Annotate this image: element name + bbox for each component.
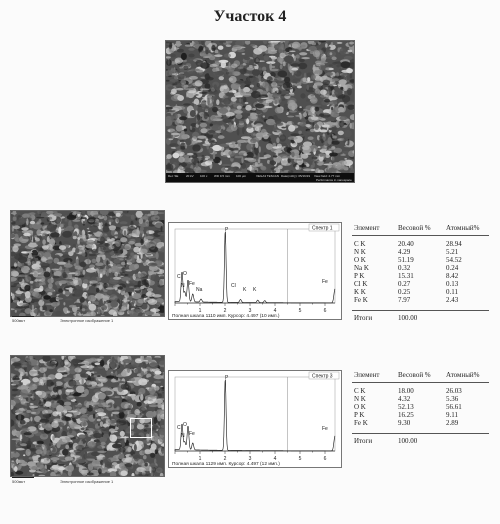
table-cell: 0.13 [446, 280, 459, 288]
table-row [352, 411, 489, 419]
plot-frame [175, 377, 335, 451]
peak-label: K [253, 287, 257, 293]
panel1-sem-image [10, 210, 165, 317]
table-cell: 9.11 [446, 411, 458, 419]
sem-bar-text: Performance in nanospace [316, 178, 352, 182]
table-cell: 15.31 [398, 272, 414, 280]
table-total-row [352, 311, 489, 323]
table-cell: 0.25 [398, 288, 411, 296]
table-cell: 54.52 [446, 256, 462, 264]
peak-label: Fe [322, 426, 328, 432]
x-tick-label: 4 [273, 456, 277, 462]
table-row [352, 403, 489, 411]
peak-label: N [181, 433, 185, 439]
scale-bar [12, 316, 34, 317]
table-cell: 51.19 [398, 256, 414, 264]
table-cell: 52.13 [398, 403, 414, 411]
table-row [352, 280, 489, 288]
table-cell: O K [354, 256, 366, 264]
spectrum-footer: Полная шкала 1110 имп. Курсор: 4.497 (10 имп.) [172, 314, 280, 319]
x-tick-label: 2 [223, 308, 227, 314]
peak-label: C [177, 425, 181, 431]
micrograph-texture [166, 41, 354, 173]
table-total-row [352, 434, 489, 446]
table-cell: 0.32 [398, 264, 411, 272]
table-cell: K K [354, 288, 366, 296]
spectrum-label: Спектр 1 [312, 225, 333, 232]
table-cell: 26.03 [446, 387, 462, 395]
x-tick-label: 2 [223, 456, 227, 462]
table-cell: 2.43 [446, 296, 459, 304]
table-cell: 4.29 [398, 248, 411, 256]
peak-label: K [243, 287, 247, 293]
x-tick-label: 3 [248, 456, 252, 462]
spectrum-label: Спектр 3 [312, 373, 333, 380]
table-row [352, 419, 489, 427]
table-header: Атомный% [443, 370, 489, 383]
table-cell: Итоги [352, 311, 395, 323]
table-cell: 16.25 [398, 411, 414, 419]
table-cell: 100.00 [395, 311, 443, 323]
micrograph-texture [11, 356, 164, 476]
table-row [352, 256, 489, 264]
sem-bar-text: 100 x [200, 174, 208, 178]
image-caption: Электронное изображение 1 [60, 479, 114, 484]
peak-label: C [177, 274, 181, 280]
peak-label: Fe [189, 431, 195, 437]
table-row [352, 395, 489, 403]
table-cell: Cl K [354, 280, 368, 288]
table-row [352, 272, 489, 280]
table-cell: Fe K [354, 419, 368, 427]
table-cell: N K [354, 248, 366, 256]
x-tick-label: 1 [198, 456, 202, 462]
table-cell: 56.61 [446, 403, 462, 411]
x-tick-label: 5 [298, 308, 302, 314]
table-cell: 5.21 [446, 248, 459, 256]
table-cell: P K [354, 411, 365, 419]
table-header: Весовой % [395, 223, 443, 236]
x-tick-label: 6 [323, 308, 327, 314]
table-cell: 18.00 [398, 387, 414, 395]
main-sem-image [165, 40, 355, 183]
sem-bar-text: 100 μm [236, 174, 247, 178]
peak-label: Fe [189, 281, 195, 287]
table-cell: N K [354, 395, 366, 403]
sem-bar-text: Det: SE [168, 174, 179, 178]
panel2-sem-image [10, 355, 165, 477]
table-cell: P K [354, 272, 365, 280]
table-row [352, 236, 489, 249]
table-cell: 28.94 [446, 240, 462, 248]
sem-bar-text: VEGA3 TESCAN [256, 174, 279, 178]
sem-bar-text: View field: 2.77 mm [314, 174, 341, 178]
table-header: Атомный% [443, 223, 489, 236]
peak-label: Na [196, 287, 203, 293]
panel1-composition-table [352, 223, 489, 322]
table-cell: 9.30 [398, 419, 411, 427]
table-cell: C K [354, 240, 366, 248]
table-cell: Fe K [354, 296, 368, 304]
panel2-spectrum [168, 370, 342, 468]
sem-bar-text: Date(m/d/y): 05/16/19 [281, 174, 311, 178]
table-cell: C K [354, 387, 366, 395]
spectrum-line [175, 380, 335, 451]
scale-label: 500мкт [12, 479, 26, 484]
table-row [352, 296, 489, 304]
micrograph-texture [11, 211, 164, 316]
table-cell: 5.36 [446, 395, 459, 403]
image-caption: Электронное изображение 1 [60, 318, 114, 323]
x-tick-label: 5 [298, 456, 302, 462]
x-tick-label: 6 [323, 456, 327, 462]
peak-label: P [225, 375, 229, 381]
panel1-spectrum [168, 222, 342, 320]
page-title: Участок 4 [213, 8, 287, 25]
table-row [352, 248, 489, 256]
panel2-composition-table [352, 370, 489, 445]
table-cell: Итоги [352, 434, 395, 446]
table-cell: O K [354, 403, 366, 411]
scale-bar [12, 477, 34, 478]
table-header: Элемент [352, 370, 395, 383]
scale-label: 500мкт [12, 318, 26, 323]
peak-label: P [225, 227, 229, 233]
x-tick-label: 4 [273, 308, 277, 314]
table-cell: 0.11 [446, 288, 458, 296]
table-cell: Na K [354, 264, 369, 272]
x-tick-label: 3 [248, 308, 252, 314]
sem-info-bar [166, 173, 354, 182]
peak-label: Cl [231, 283, 236, 289]
table-row [352, 383, 489, 396]
table-row [352, 264, 489, 272]
table-header: Элемент [352, 223, 395, 236]
spectrum-footer: Полная шкала 1129 имп. Курсор: 4.497 (12 имп.) [172, 462, 280, 467]
table-cell: 0.27 [398, 280, 411, 288]
table-cell: 100.00 [395, 434, 443, 446]
analysis-region-marker [130, 418, 152, 438]
table-cell: 4.32 [398, 395, 411, 403]
table-row [352, 288, 489, 296]
sem-bar-text: WD 9.5 mm [214, 174, 230, 178]
peak-label: N [181, 283, 185, 289]
x-tick-label: 1 [198, 308, 202, 314]
table-cell: 7.97 [398, 296, 411, 304]
table-header: Весовой % [395, 370, 443, 383]
peak-label: Fe [322, 279, 328, 285]
sem-bar-text: 20 kV [186, 174, 194, 178]
peak-label: O [183, 271, 187, 277]
table-cell: 20.40 [398, 240, 414, 248]
table-cell: 8.42 [446, 272, 459, 280]
peak-label: O [183, 422, 187, 428]
table-cell: 2.89 [446, 419, 459, 427]
table-cell: 0.24 [446, 264, 459, 272]
